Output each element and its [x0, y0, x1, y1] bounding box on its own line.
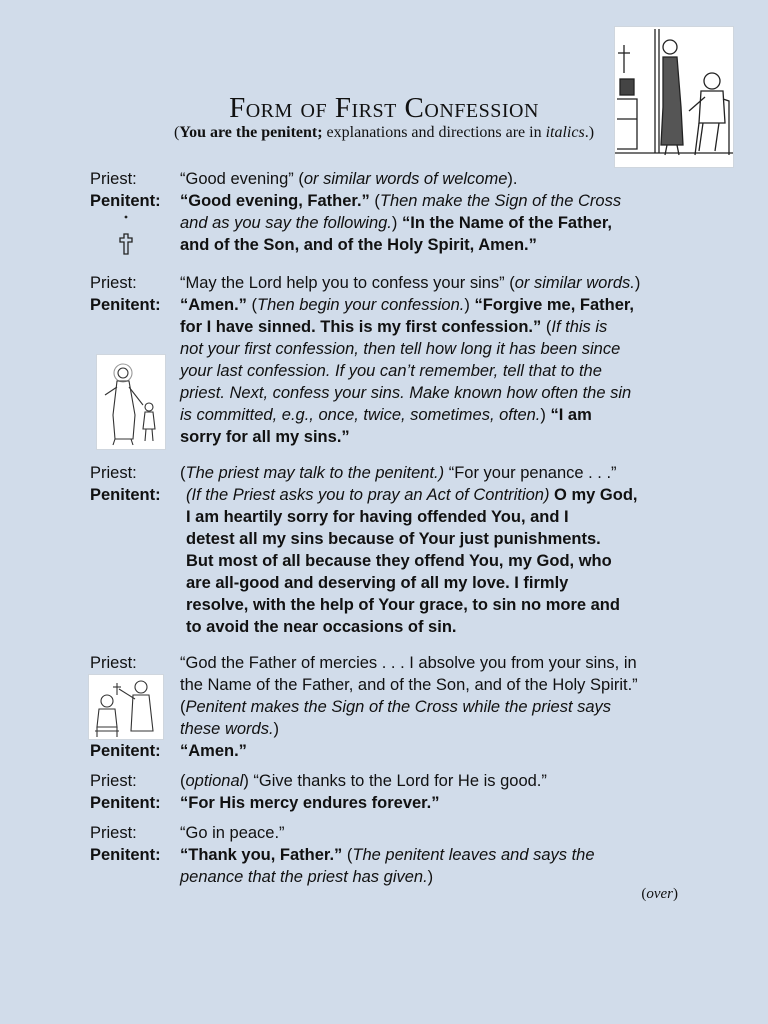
speaker-penitent: Penitent: — [90, 192, 161, 210]
speaker-penitent: Penitent: — [90, 794, 161, 812]
cross-icon — [116, 214, 136, 258]
speaker-penitent: Penitent: — [90, 742, 161, 760]
page-subtitle: (You are the penitent; explanations and directions are in italics.) — [173, 124, 595, 141]
page-turn-note: (over) — [641, 886, 678, 902]
speaker-priest: Priest: — [90, 170, 137, 188]
confessional-illustration — [614, 26, 734, 168]
speaker-priest: Priest: — [90, 772, 137, 790]
speaker-priest: Priest: — [90, 464, 137, 482]
page-title: Form of First Confession — [229, 92, 539, 124]
speaker-priest: Priest: — [90, 274, 137, 292]
speaker-penitent: Penitent: — [90, 296, 161, 314]
jesus-with-child-illustration — [96, 354, 166, 450]
speaker-penitent: Penitent: — [90, 486, 161, 504]
speaker-penitent: Penitent: — [90, 846, 161, 864]
speaker-priest: Priest: — [90, 654, 137, 672]
priest-absolving-child-illustration — [88, 674, 164, 740]
speaker-priest: Priest: — [90, 824, 137, 842]
